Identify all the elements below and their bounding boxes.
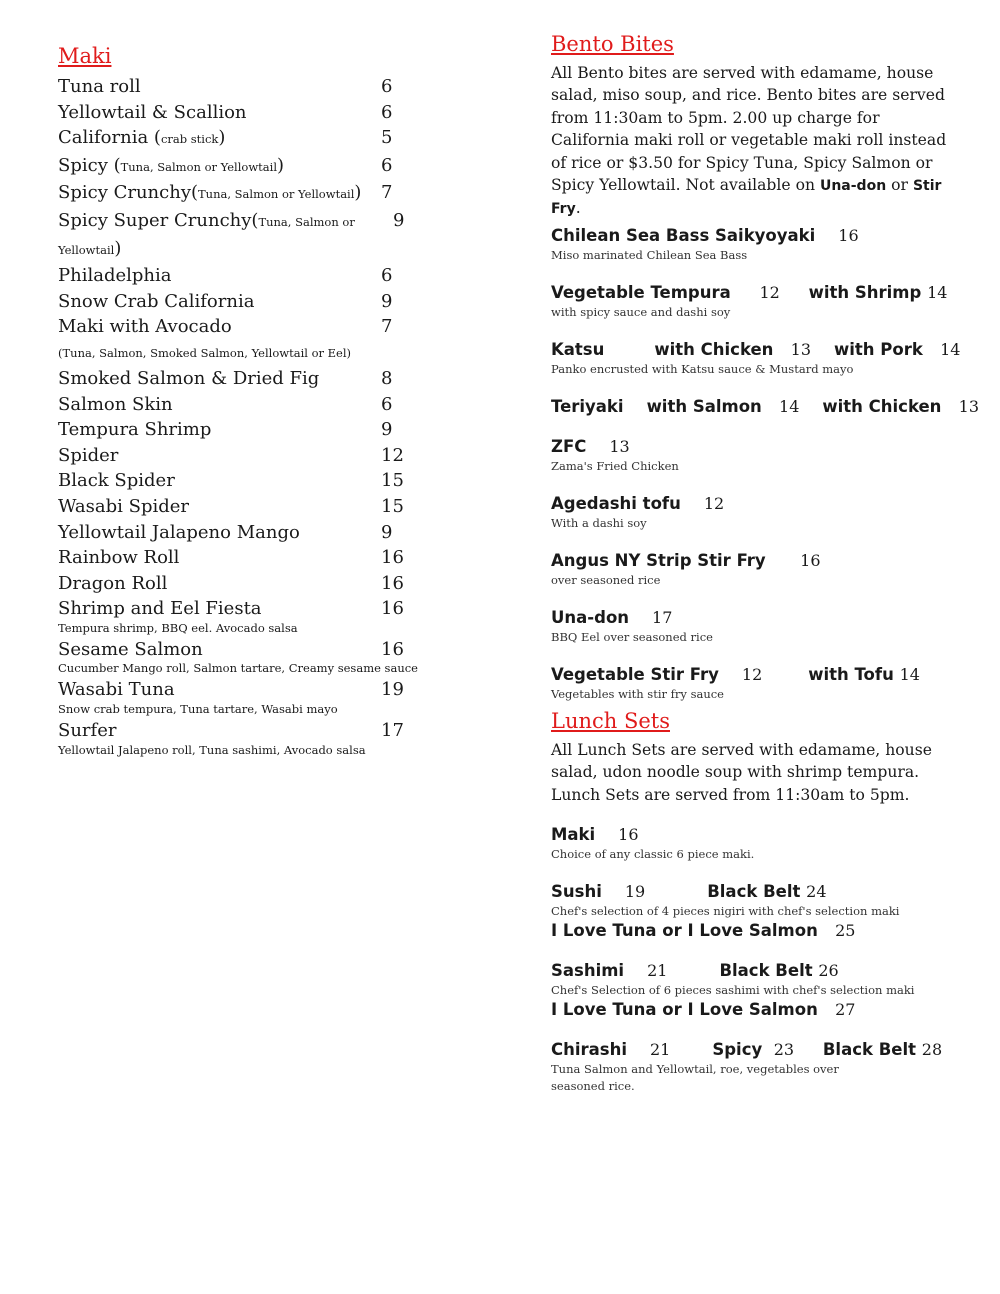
maki-item-name: Snow Crab California [58,290,255,312]
maki-item-price: 9 [381,290,393,312]
item-price: 12 [759,282,780,302]
maki-item-price: 9 [381,521,393,543]
maki-item-price: 6 [381,101,393,123]
maki-item [58,520,418,546]
maki-item [58,125,418,153]
maki-item [58,596,418,622]
item-name: ZFC [551,436,587,456]
maki-item [58,289,418,315]
maki-item [58,718,418,744]
right-column [551,30,980,1095]
maki-item-price: 5 [381,127,393,149]
item-option-price: 13 [790,339,812,359]
item-desc: BBQ Eel over seasoned rice [551,629,713,644]
item-name: Una-don [551,607,630,627]
maki-item-price: 16 [381,572,404,594]
lunch-intro: All Lunch Sets are served with edamame, house salad, udon noodle soup with shrimp tempura. Lunch Sets are served from 11:30am to 5pm. [551,740,932,804]
maki-item-name: Yellowtail & Scallion [58,101,247,123]
maki-item-name: Surfer [58,720,117,742]
maki-item-name: Wasabi Tuna [58,679,175,701]
maki-item-note: Tuna, Salmon, Smoked Salmon, Yellowtail or Eel [62,345,347,360]
maki-item-name: Sesame Salmon [58,638,203,660]
menu-item-teriyaki [551,396,980,418]
maki-item [58,637,418,663]
item-price: 16 [618,825,639,845]
maki-item-name: Rainbow Roll [58,547,180,569]
item-name: Agedashi tofu [551,493,681,513]
maki-item-price: 6 [381,154,393,176]
maki-item-name: Wasabi Spider [58,495,190,517]
maki-item-price: 15 [381,495,404,517]
item-option: with Shrimp [808,282,922,302]
maki-item-name: Yellowtail Jalapeno Mango [58,521,300,543]
maki-item-name: Tempura Shrimp [58,419,212,441]
maki-item [58,571,418,597]
maki-item-name: Shrimp and Eel Fiesta [58,598,262,620]
bento-title: Bento Bites [551,32,674,56]
maki-item [58,545,418,571]
item-desc: seasoned rice. [551,1079,635,1094]
item-name: Angus NY Strip Stir Fry [551,550,766,570]
maki-item-note: Tuna, Salmon or Yellowtail [198,187,355,202]
lunch-item-chirashi [551,1039,951,1095]
item-desc: Vegetables with stir fry sauce [551,686,724,701]
menu-item-vegetable-tempura [551,282,951,321]
maki-item-price: 12 [381,444,404,466]
maki-item [58,208,418,263]
item-desc: over seasoned rice [551,572,661,587]
item-option-price: 14 [779,396,800,416]
maki-item-price: 16 [381,638,404,660]
maki-item [58,366,418,392]
maki-item-name: Maki with Avocado [58,316,232,338]
maki-item-desc: Yellowtail Jalapeno roll, Tuna sashimi, Avocado salsa [58,742,366,757]
item-desc: Chef's selection of 4 pieces nigiri with chef's selection maki [551,904,900,919]
maki-item-name: Tuna roll [58,76,141,97]
maki-item [58,263,418,289]
maki-item-price: 16 [381,598,404,620]
item-desc: With a dashi soy [551,515,647,530]
item-name: Vegetable Tempura [551,282,731,302]
item-name: Chilean Sea Bass Saikyoyaki [551,225,816,245]
maki-item-price: 16 [381,547,404,569]
maki-item-price: 17 [381,720,404,742]
item-option: with Chicken [654,339,774,359]
maki-section [58,42,418,759]
item-option-price: 14 [940,339,961,359]
maki-list [58,74,418,758]
item-option-price: 26 [818,961,839,981]
maki-item-price: 19 [381,679,404,701]
maki-item [58,100,418,126]
maki-item-name: Smoked Salmon & Dried Fig [58,367,320,389]
item-option-price: 25 [835,921,856,941]
item-desc: with spicy sauce and dashi soy [551,304,731,319]
maki-item-name: Spicy Crunchy(Tuna, Salmon or Yellowtail) [58,182,362,204]
item-name: Sushi [551,882,602,902]
item-desc: Choice of any classic 6 piece maki. [551,847,755,862]
item-name: Sashimi [551,961,625,981]
maki-item-desc: Snow crab tempura, Tuna tartare, Wasabi mayo [58,702,338,717]
item-option-price: 14 [927,282,948,302]
item-desc: Zama's Fried Chicken [551,458,679,473]
menu-item-chilean-sea-bass [551,225,951,264]
item-name: Chirashi [551,1040,628,1060]
item-name: Katsu [551,339,605,359]
item-option-price: 27 [835,1000,856,1020]
lunch-title: Lunch Sets [551,708,670,733]
item-option: Black Belt [707,882,801,902]
item-option-price: 28 [921,1040,943,1060]
maki-item [58,417,418,443]
item-price: 13 [609,436,630,456]
maki-item-name: Spicy Super Crunchy(Tuna, Salmon or Yellowtail) [58,209,355,259]
maki-item [58,392,418,418]
item-option-price: 14 [899,664,920,684]
item-name: Teriyaki [551,396,624,416]
maki-item-name: (Tuna, Salmon, Smoked Salmon, Yellowtail or Eel) [58,345,352,360]
menu-item-katsu [551,339,961,378]
menu-item-zfc [551,436,951,475]
lunch-item-sashimi [551,960,951,1021]
item-desc: Panko encrusted with Katsu sauce & Mustard mayo [551,361,854,376]
maki-item [58,180,418,208]
item-option: Black Belt [822,1040,917,1060]
item-price: 19 [624,882,646,902]
maki-item-name: Dragon Roll [58,572,168,594]
menu-item-vegetable-stir-fry [551,664,951,703]
maki-item [58,153,418,181]
item-price: 12 [703,493,725,513]
item-option: I Love Tuna or I Love Salmon [551,921,818,941]
item-option: Black Belt [719,961,813,981]
item-price: 12 [741,664,763,684]
bento-intro: All Bento bites are served with edamame, house salad, miso soup, and rice. Bento bites are served from 11:30am to 5pm. 2.00 up charge for California maki roll or vegetable maki roll instead of rice or $3.50 for Spicy Tuna, Spicy Salmon or Spicy Yellowtail. Not available on Una-don or Stir Fry. [551,64,947,218]
maki-item-price: 6 [381,76,393,97]
item-desc: Miso marinated Chilean Sea Bass [551,247,748,262]
maki-item-name: Philadelphia [58,265,172,287]
item-price: 21 [647,961,668,981]
item-option: with Salmon [646,396,762,416]
maki-item-price: 9 [393,209,405,231]
maki-item-name: Spider [58,444,119,466]
maki-item [58,340,418,366]
item-price: 16 [838,225,859,245]
maki-item [58,74,418,100]
lunch-item-sushi [551,881,951,942]
item-option: I Love Tuna or I Love Salmon [551,1000,818,1020]
maki-item-price: 9 [381,419,393,441]
maki-item [58,494,418,520]
lunch-item-maki [551,824,951,863]
item-price: 17 [652,607,673,627]
maki-item-price: 15 [381,470,404,492]
maki-item-price: 6 [381,393,393,415]
maki-title: Maki [58,44,112,68]
item-desc: Tuna Salmon and Yellowtail, roe, vegetables over [551,1062,839,1077]
maki-item-price: 7 [381,316,393,338]
maki-item-note: crab stick [160,132,219,147]
maki-item-name: Black Spider [58,470,175,492]
maki-item [58,468,418,494]
item-name: Maki [551,825,596,845]
item-option: with Tofu [808,664,894,684]
menu-item-una-don [551,607,951,646]
maki-item-price: 7 [381,182,393,204]
item-option: with Pork [834,339,923,359]
maki-item-name: California (crab stick) [58,127,226,149]
maki-item-desc: Tempura shrimp, BBQ eel. Avocado salsa [58,620,298,635]
item-name: Vegetable Stir Fry [551,664,719,684]
maki-item-price: 6 [381,265,393,287]
item-price: 16 [800,550,821,570]
menu-item-angus-stir-fry [551,550,951,589]
menu-item-agedashi-tofu [551,493,951,532]
maki-item-note: Tuna, Salmon or Yellowtail [120,159,277,174]
maki-item-name: Salmon Skin [58,393,173,415]
maki-item [58,443,418,469]
item-desc: Chef's Selection of 6 pieces sashimi with chef's selection maki [551,983,915,998]
item-option: with Chicken [822,396,942,416]
maki-item-name: Spicy (Tuna, Salmon or Yellowtail) [58,154,285,176]
item-option: Spicy [712,1040,763,1060]
item-price: 21 [650,1040,671,1060]
maki-item [58,314,418,340]
maki-item [58,677,418,703]
maki-item-desc: Cucumber Mango roll, Salmon tartare, Creamy sesame sauce [58,661,418,676]
item-option-price: 13 [958,396,980,416]
item-option-price: 24 [806,882,827,902]
maki-item-note: Tuna, Salmon or Yellowtail [58,214,355,257]
item-option-price: 23 [773,1040,795,1060]
maki-item-price: 8 [381,367,393,389]
